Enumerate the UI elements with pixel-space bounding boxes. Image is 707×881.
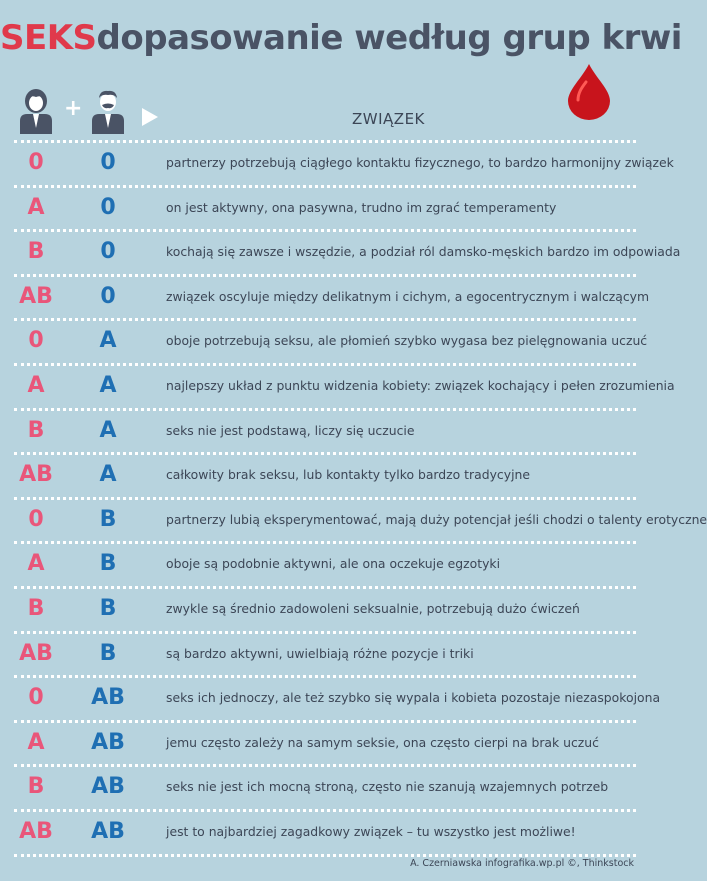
relation-description: zwykle są średnio zadowoleni seksualnie, potrzebują dużo ćwiczeń [166,601,580,616]
male-blood-type: AB [91,819,125,844]
table-row [0,409,650,453]
table-row [0,453,650,497]
female-blood-type: B [27,774,45,800]
dotted-divider [14,854,636,857]
male-blood-type: B [99,551,117,577]
relation-description: on jest aktywny, ona pasywna, trudno im zgrać temperamenty [166,199,557,215]
female-blood-type: AB [19,819,53,844]
male-blood-type: 0 [100,150,116,175]
male-blood-type: A [99,328,117,354]
male-blood-type: AB [91,774,125,800]
relation-description: oboje są podobnie aktywni, ale ona oczekuje egzotyki [166,556,501,572]
table-row [0,141,674,185]
play-arrow-icon [142,108,158,126]
table-row [0,765,650,809]
male-blood-type: B [99,596,117,621]
plus-sign: + [64,96,83,121]
female-blood-type: A [27,194,45,220]
relation-description: seks ich jednoczy, ale też szybko się wypala i kobieta pozostaje niezaspokojona [166,690,661,706]
table-row [0,632,650,676]
female-blood-type: A [27,373,45,398]
relation-description: związek oscyluje między delikatnym i cichym, a egocentrycznym i walczącym [166,288,650,304]
male-blood-type: A [99,462,117,488]
table-row [0,721,650,765]
relation-column-header: ZWIĄZEK [352,110,425,128]
male-blood-type: B [99,506,117,532]
female-blood-type: B [27,596,45,621]
male-blood-type: A [99,417,117,443]
male-blood-type: B [99,640,117,666]
female-blood-type: AB [19,462,53,488]
table-row [0,275,650,319]
table-row [0,319,650,363]
table-row [0,542,650,586]
female-blood-type: A [27,729,45,755]
relation-description: kochają się zawsze i wszędzie, a podział ról damsko-męskich bardzo im odpowiada [166,244,681,260]
female-blood-type: A [27,551,45,577]
relation-description: całkowity brak seksu, lub kontakty tylko bardzo tradycyjne [166,467,530,483]
table-row [0,364,675,408]
woman-icon [18,88,54,134]
table-row [0,676,661,720]
credit-line: A. Czerniawska infografika.wp.pl ©, Thinkstock [410,858,634,869]
relation-description: seks nie jest podstawą, liczy się uczucie [166,422,415,438]
table-row [0,587,650,631]
page-title [0,18,682,58]
title-rest: dopasowanie według grup krwi [96,18,682,58]
relation-description: partnerzy lubią eksperymentować, mają duży potencjał jeśli chodzi o talenty erotyczne [166,511,707,527]
male-blood-type: 0 [100,194,116,220]
female-blood-type: 0 [28,150,44,175]
male-blood-type: 0 [100,239,116,265]
male-blood-type: A [99,373,117,398]
female-blood-type: AB [19,640,53,666]
female-blood-type: AB [19,283,53,309]
title-accent: SEKS [0,18,97,58]
relation-description: jemu często zależy na samym seksie, ona często cierpi na brak uczuć [166,734,599,750]
table-row [0,810,650,854]
relation-description: jest to najbardziej zagadkowy związek – tu wszystko jest możliwe! [166,824,576,839]
female-blood-type: 0 [28,685,44,711]
male-blood-type: AB [91,685,125,711]
female-blood-type: 0 [28,506,44,532]
male-blood-type: AB [91,729,125,755]
relation-description: partnerzy potrzebują ciągłego kontaktu fizycznego, to bardzo harmonijny związek [166,155,674,170]
female-blood-type: B [27,239,45,265]
table-header [0,88,650,134]
female-blood-type: B [27,417,45,443]
table-row [0,498,707,542]
table-row [0,230,681,274]
relation-description: są bardzo aktywni, uwielbiają różne pozycje i triki [166,645,474,661]
female-blood-type: 0 [28,328,44,354]
man-icon [90,88,126,134]
relation-description: oboje potrzebują seksu, ale płomień szybko wygasa bez pielęgnowania uczuć [166,333,648,349]
male-blood-type: 0 [100,283,116,309]
relation-description: najlepszy układ z punktu widzenia kobiety: związek kochający i pełen zrozumienia [166,378,675,393]
table-row [0,186,650,230]
relation-description: seks nie jest ich mocną stroną, często nie szanują wzajemnych potrzeb [166,779,609,795]
